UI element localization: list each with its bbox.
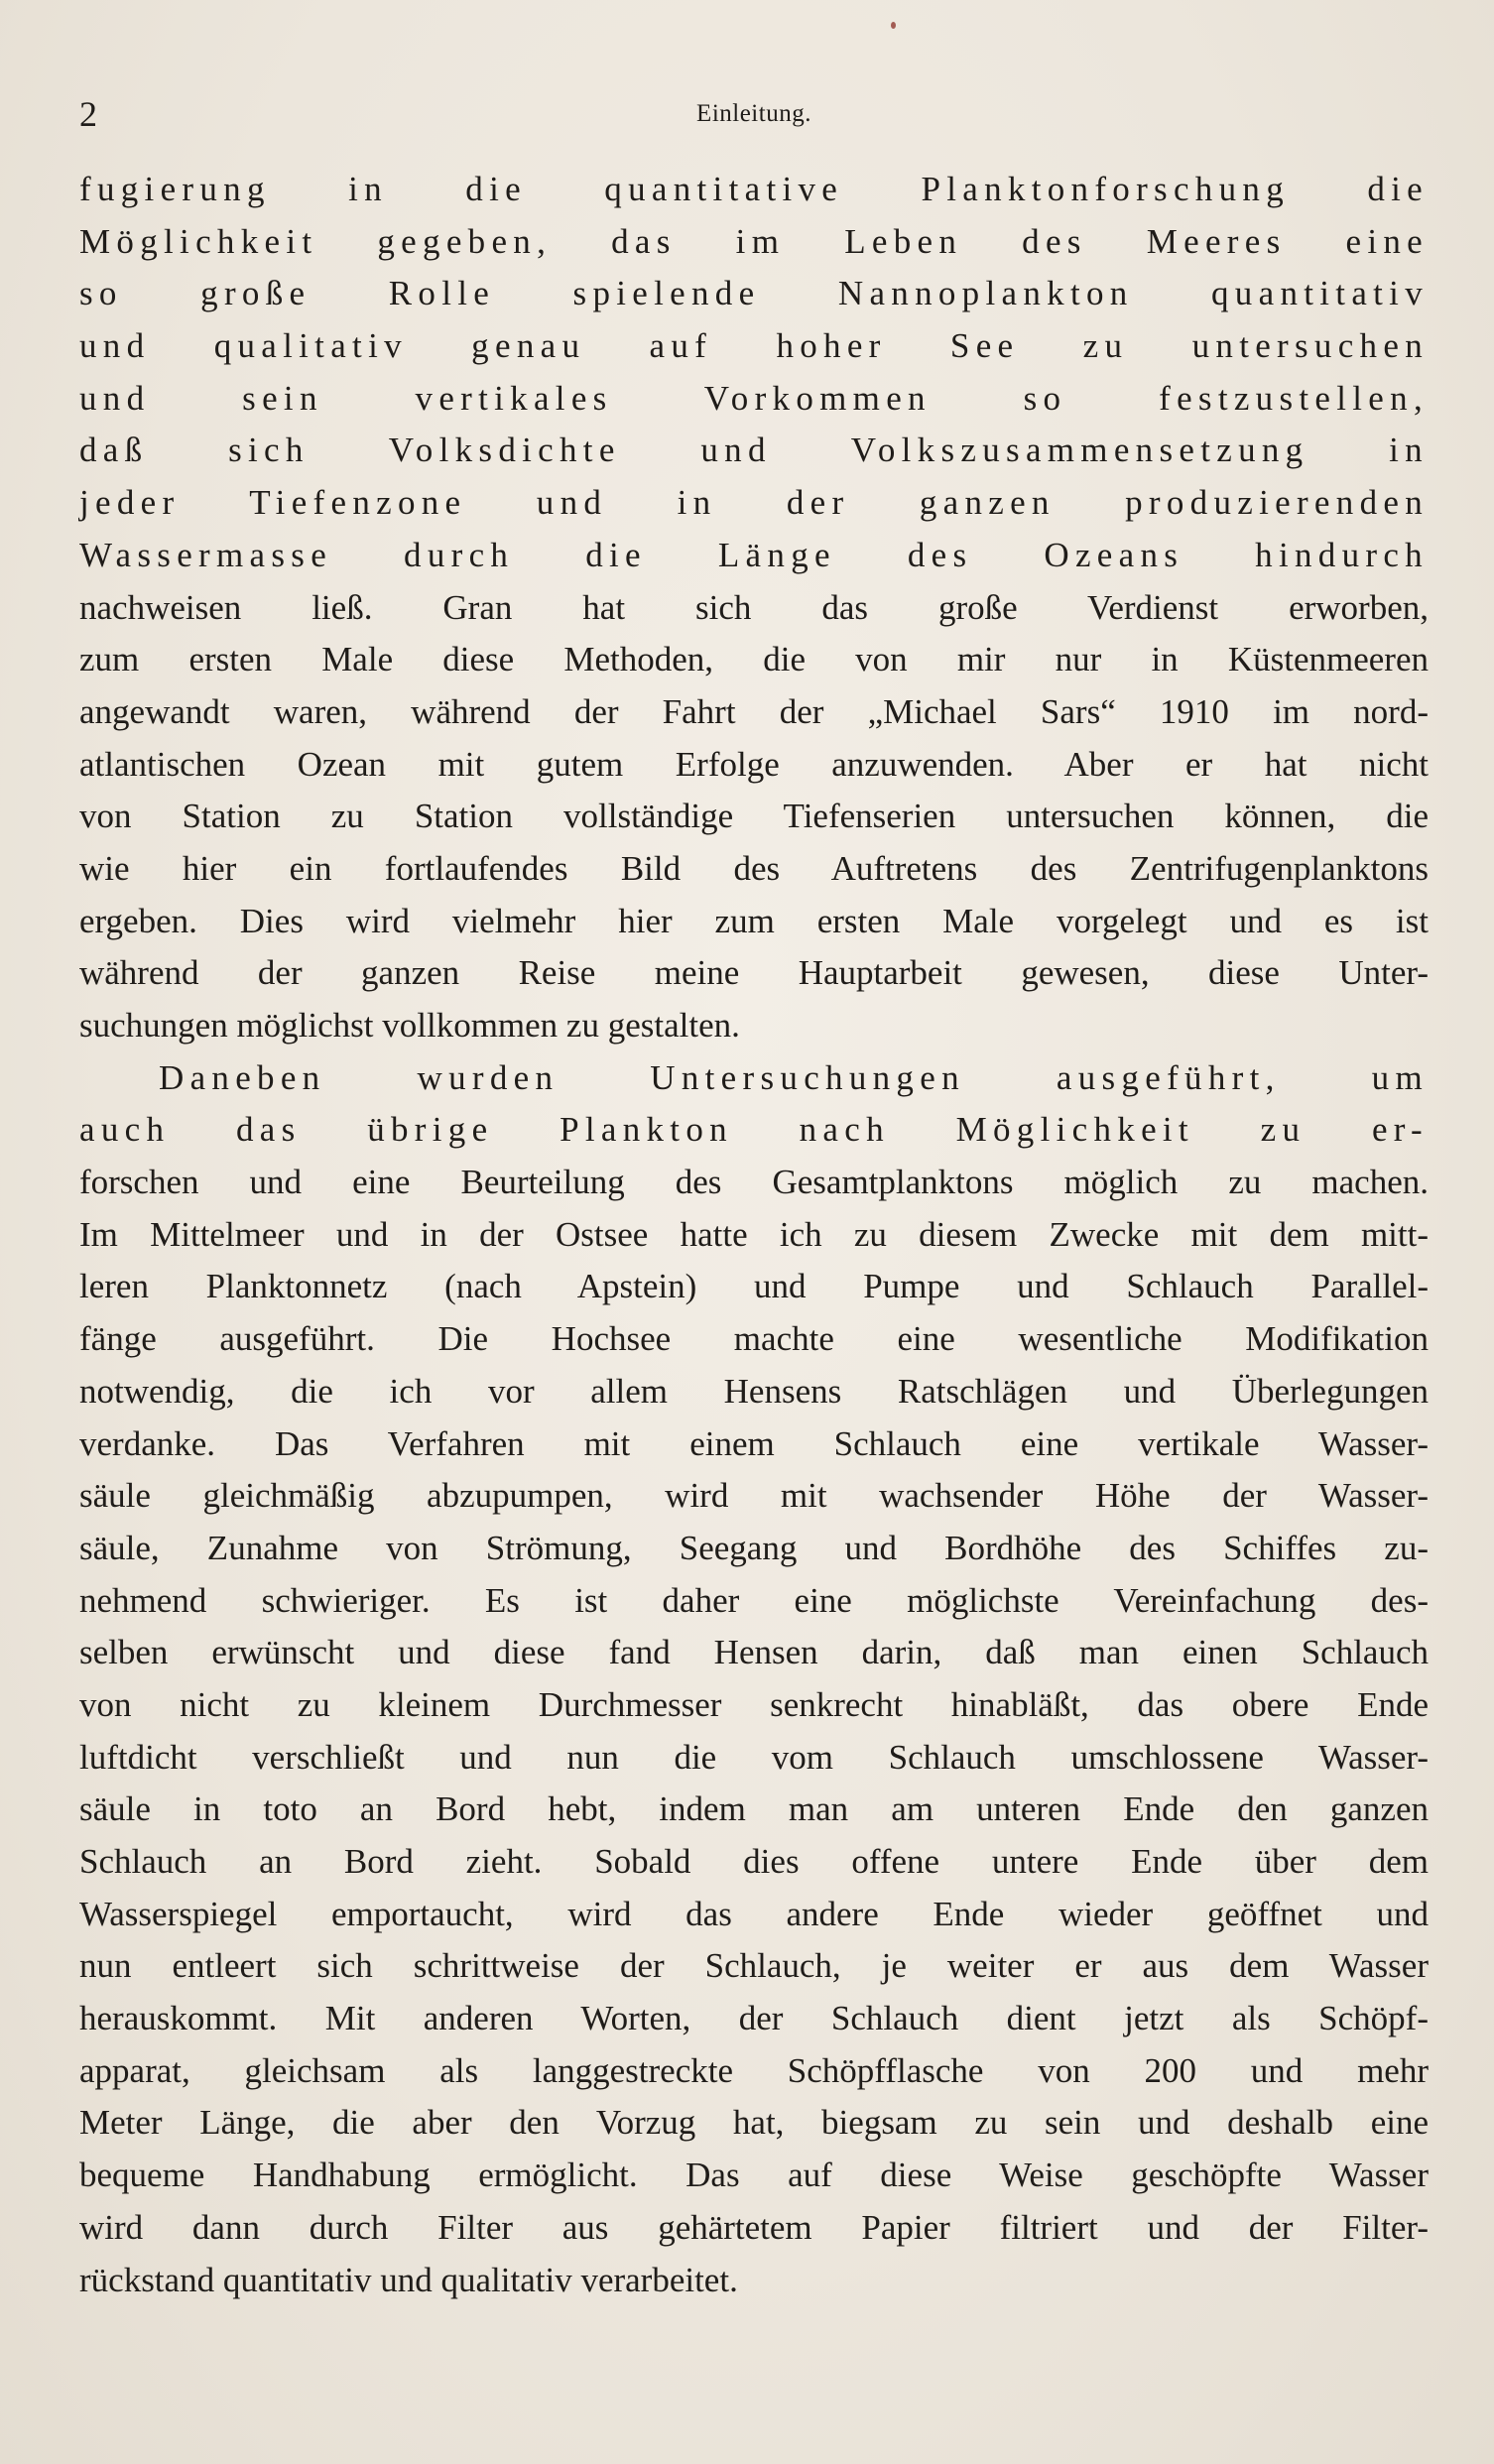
text-line: so große Rolle spielende Nannoplankton quantitativ — [79, 274, 1429, 313]
text-line: selben erwünscht und diese fand Hensen darin, daß man einen Schlauch — [79, 1633, 1429, 1672]
text-line: Im Mittelmeer und in der Ostsee hatte ich zu diesem Zwecke mit dem mitt- — [79, 1214, 1429, 1254]
text-line: und qualitativ genau auf hoher See zu untersuchen — [79, 326, 1429, 366]
text-line: nun entleert sich schrittweise der Schlauch, je weiter er aus dem Wasser — [79, 1946, 1429, 1986]
text-line: Wasserspiegel emportaucht, wird das andere Ende wieder geöffnet und — [79, 1894, 1429, 1933]
running-head: Einleitung. — [696, 100, 811, 127]
text-line: fugierung in die quantitative Planktonforschung die — [79, 170, 1429, 208]
text-line: angewandt waren, während der Fahrt der „Michael Sars“ 1910 im nord- — [79, 691, 1429, 731]
ink-speck — [891, 22, 896, 29]
text-line: Meter Länge, die aber den Vorzug hat, biegsam zu sein und deshalb eine — [79, 2103, 1429, 2143]
page-header — [79, 94, 1429, 134]
text-line: von nicht zu kleinem Durchmesser senkrecht hinabläßt, das obere Ende — [79, 1684, 1429, 1724]
text-line: notwendig, die ich vor allem Hensens Ratschlägen und Überlegungen — [79, 1371, 1429, 1411]
text-line: säule, Zunahme von Strömung, Seegang und Bordhöhe des Schiffes zu- — [79, 1528, 1429, 1567]
text-line: auch das übrige Plankton nach Möglichkeit zu er- — [79, 1110, 1429, 1150]
text-line: luftdicht verschließt und nun die vom Schlauch umschlossene Wasser- — [79, 1737, 1429, 1777]
text-line: Möglichkeit gegeben, das im Leben des Meeres eine — [79, 221, 1429, 261]
text-line: Daneben wurden Untersuchungen ausgeführt, um — [159, 1057, 1429, 1097]
text-line: bequeme Handhabung ermöglicht. Das auf diese Weise geschöpfte Wasser — [79, 2156, 1429, 2195]
body-text — [79, 164, 1429, 2306]
text-line: ergeben. Dies wird vielmehr hier zum ersten Male vorgelegt und es ist — [79, 901, 1429, 940]
text-line: atlantischen Ozean mit gutem Erfolge anzuwenden. Aber er hat nicht — [79, 744, 1429, 784]
text-line: säule in toto an Bord hebt, indem man am unteren Ende den ganzen — [79, 1789, 1429, 1829]
text-line: Wassermasse durch die Länge des Ozeans hindurch — [79, 535, 1429, 574]
text-line: wird dann durch Filter aus gehärtetem Papier filtriert und der Filter- — [79, 2207, 1429, 2247]
text-line: fänge ausgeführt. Die Hochsee machte eine wesentliche Modifikation — [79, 1319, 1429, 1359]
paragraph-2 — [79, 1052, 1429, 2307]
text-line: verdanke. Das Verfahren mit einem Schlauch eine vertikale Wasser- — [79, 1423, 1429, 1463]
text-line: wie hier ein fortlaufendes Bild des Auftretens des Zentrifugenplanktons — [79, 848, 1429, 888]
text-line: während der ganzen Reise meine Hauptarbeit gewesen, diese Unter- — [79, 953, 1429, 993]
text-line: apparat, gleichsam als langgestreckte Schöpfflasche von 200 und mehr — [79, 2050, 1429, 2090]
text-line: herauskommt. Mit anderen Worten, der Schlauch dient jetzt als Schöpf- — [79, 1999, 1429, 2038]
paragraph-1 — [79, 164, 1429, 1052]
text-line: forschen und eine Beurteilung des Gesamtplanktons möglich zu machen. — [79, 1163, 1429, 1202]
text-line: Schlauch an Bord zieht. Sobald dies offene untere Ende über dem — [79, 1842, 1429, 1881]
text-line: nachweisen ließ. Gran hat sich das große Verdienst erworben, — [79, 587, 1429, 627]
text-line: suchungen möglichst vollkommen zu gestalten. — [79, 1006, 740, 1045]
text-line: jeder Tiefenzone und in der ganzen produzierenden — [79, 483, 1429, 523]
page-number: 2 — [79, 94, 97, 134]
text-line: leren Planktonnetz (nach Apstein) und Pumpe und Schlauch Parallel- — [79, 1267, 1429, 1306]
text-line: rückstand quantitativ und qualitativ verarbeitet. — [79, 2260, 738, 2299]
text-line: säule gleichmäßig abzupumpen, wird mit wachsender Höhe der Wasser- — [79, 1476, 1429, 1516]
text-line: von Station zu Station vollständige Tiefenserien untersuchen können, die — [79, 797, 1429, 836]
text-line: nehmend schwieriger. Es ist daher eine möglichste Vereinfachung des- — [79, 1580, 1429, 1620]
text-line: und sein vertikales Vorkommen so festzustellen, — [79, 378, 1429, 418]
text-line: daß sich Volksdichte und Volkszusammensetzung in — [79, 431, 1429, 470]
text-line: zum ersten Male diese Methoden, die von mir nur in Küstenmeeren — [79, 640, 1429, 679]
